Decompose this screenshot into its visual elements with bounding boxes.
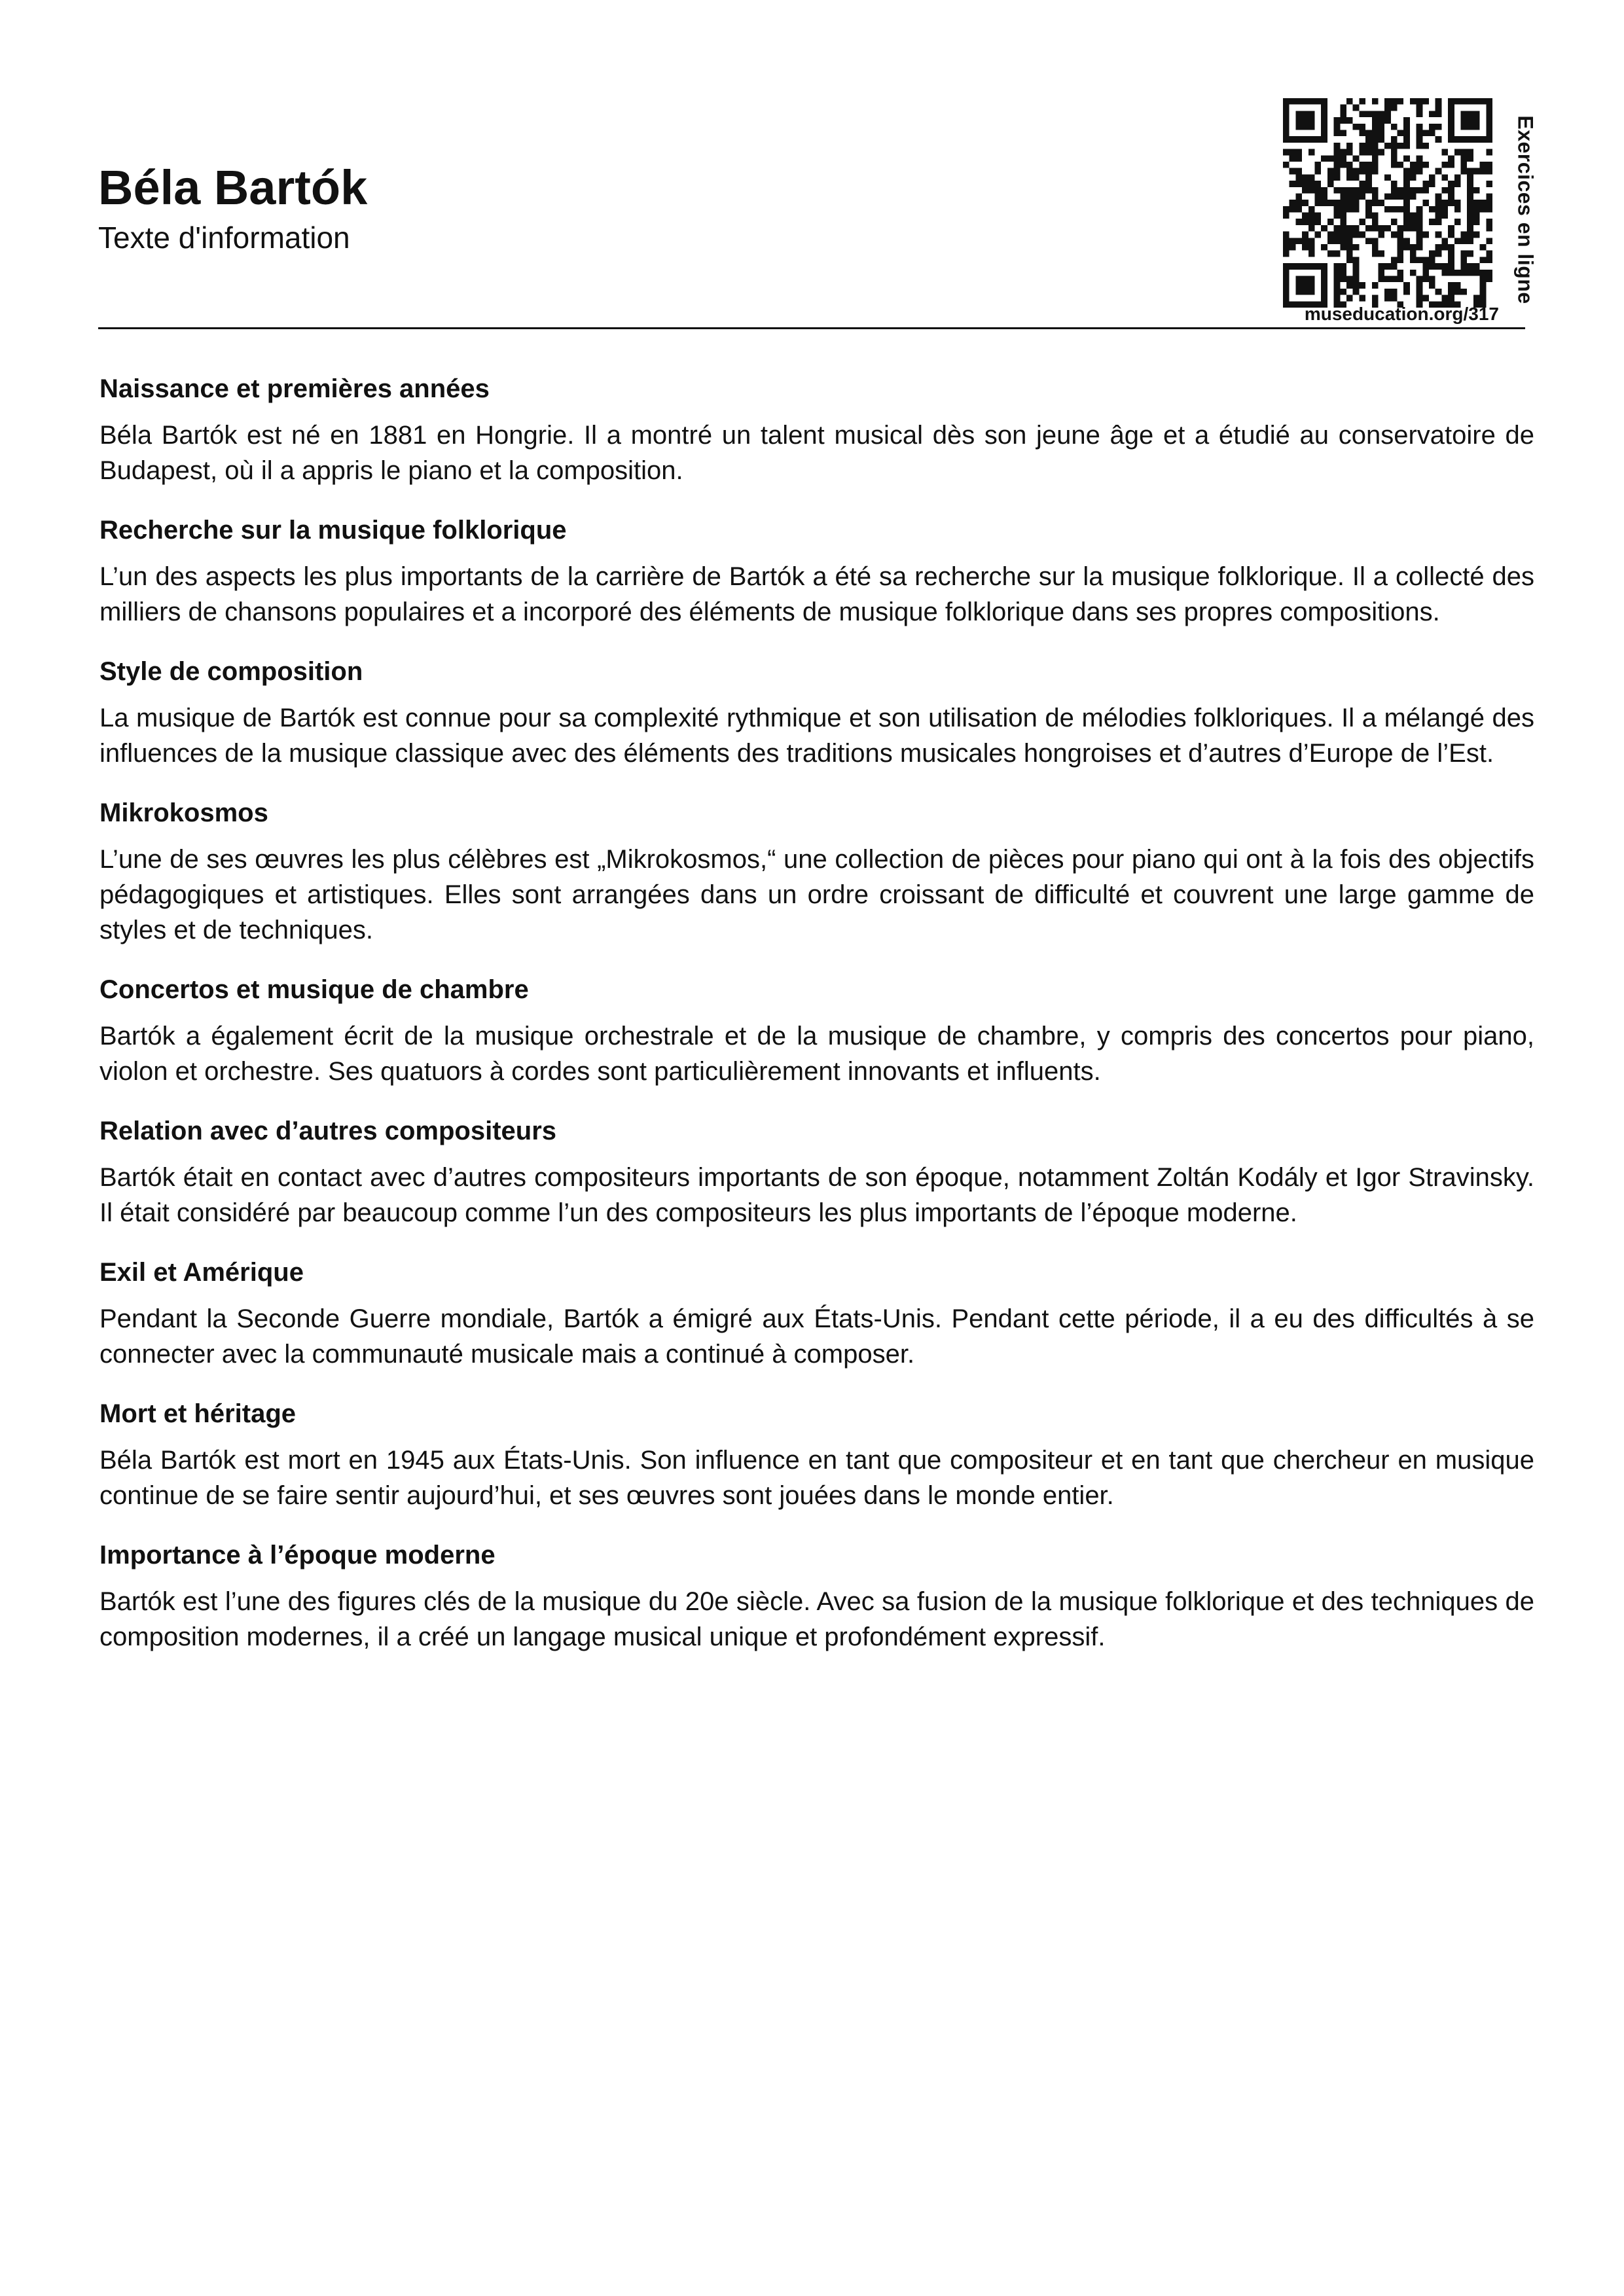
section-paragraph: Bartók est l’une des figures clés de la musique du 20e siècle. Avec sa fusion de la musique folklorique et des techniques de composition modernes, il a créé un langage musical unique et profondément expressif. xyxy=(99,1587,1534,1651)
section-paragraph: La musique de Bartók est connue pour sa complexité rythmique et son utilisation de mélodies folkloriques. Il a mélangé des influences de la musique classique avec des éléments des traditions musicales hongroises et d’autres d’Europe de l’Est. xyxy=(99,704,1534,768)
section-paragraph: Béla Bartók est mort en 1945 aux États-Unis. Son influence en tant que compositeur et en tant que chercheur en musique continue de se faire sentir aujourd’hui, et ses œuvres sont jouées dans le monde entier. xyxy=(99,1446,1534,1510)
online-exercises-text: Exercices en ligne xyxy=(1513,115,1538,304)
section-paragraph: Bartók était en contact avec d’autres compositeurs importants de son époque, notamment Zoltán Kodály et Igor Stravinsky. Il était considéré par beaucoup comme l’un des compositeurs les plus importants de l’époque moderne. xyxy=(99,1163,1534,1227)
page-header xyxy=(98,92,1538,329)
section-heading: Naissance et premières années xyxy=(99,374,490,403)
section-paragraph: L’un des aspects les plus importants de la carrière de Bartók a été sa recherche sur la musique folklorique. Il a collecté des milliers de chansons populaires et a incorporé des éléments de musique folklorique dans ses propres compositions. xyxy=(99,562,1534,626)
section-exile xyxy=(99,1255,1534,1372)
section-composition-style xyxy=(99,655,1534,771)
exercise-link[interactable]: museducation.org/317 xyxy=(1304,304,1499,324)
qr-code-icon[interactable] xyxy=(1283,98,1492,301)
section-heading: Mort et héritage xyxy=(99,1399,297,1428)
section-mikrokosmos xyxy=(99,796,1534,948)
section-modern-importance xyxy=(99,1538,1534,1655)
document-body xyxy=(99,372,1534,1679)
section-paragraph: L’une de ses œuvres les plus célèbres est „Mikrokosmos,“ une collection de pièces pour piano qui ont à la fois des objectifs pédagogiques et artistiques. Elles sont arrangées dans un ordre croissant de difficulté et couvrent une large gamme de styles et de techniques. xyxy=(99,845,1534,944)
online-exercises-label xyxy=(1506,105,1545,314)
section-heading: Mikrokosmos xyxy=(99,798,268,827)
section-death-legacy xyxy=(99,1397,1534,1513)
page-subtitle: Texte d'information xyxy=(98,221,350,255)
section-heading: Recherche sur la musique folklorique xyxy=(99,516,567,545)
section-other-composers xyxy=(99,1114,1534,1230)
section-heading: Concertos et musique de chambre xyxy=(99,975,529,1004)
section-birth xyxy=(99,372,1534,488)
section-heading: Exil et Amérique xyxy=(99,1258,304,1287)
section-heading: Relation avec d’autres compositeurs xyxy=(99,1117,557,1145)
section-concertos xyxy=(99,973,1534,1089)
section-folk-research xyxy=(99,513,1534,630)
page-title: Béla Bartók xyxy=(98,160,368,215)
section-heading: Style de composition xyxy=(99,657,363,686)
header-divider xyxy=(98,327,1525,329)
section-paragraph: Bartók a également écrit de la musique orchestrale et de la musique de chambre, y compris des concertos pour piano, violon et orchestre. Ses quatuors à cordes sont particulièrement innovants et influents. xyxy=(99,1022,1534,1086)
section-paragraph: Pendant la Seconde Guerre mondiale, Bartók a émigré aux États-Unis. Pendant cette période, il a eu des difficultés à se connecter avec la communauté musicale mais a continué à composer. xyxy=(99,1304,1534,1369)
section-paragraph: Béla Bartók est né en 1881 en Hongrie. Il a montré un talent musical dès son jeune âge et a étudié au conservatoire de Budapest, où il a appris le piano et la composition. xyxy=(99,421,1534,485)
section-heading: Importance à l’époque moderne xyxy=(99,1541,496,1570)
